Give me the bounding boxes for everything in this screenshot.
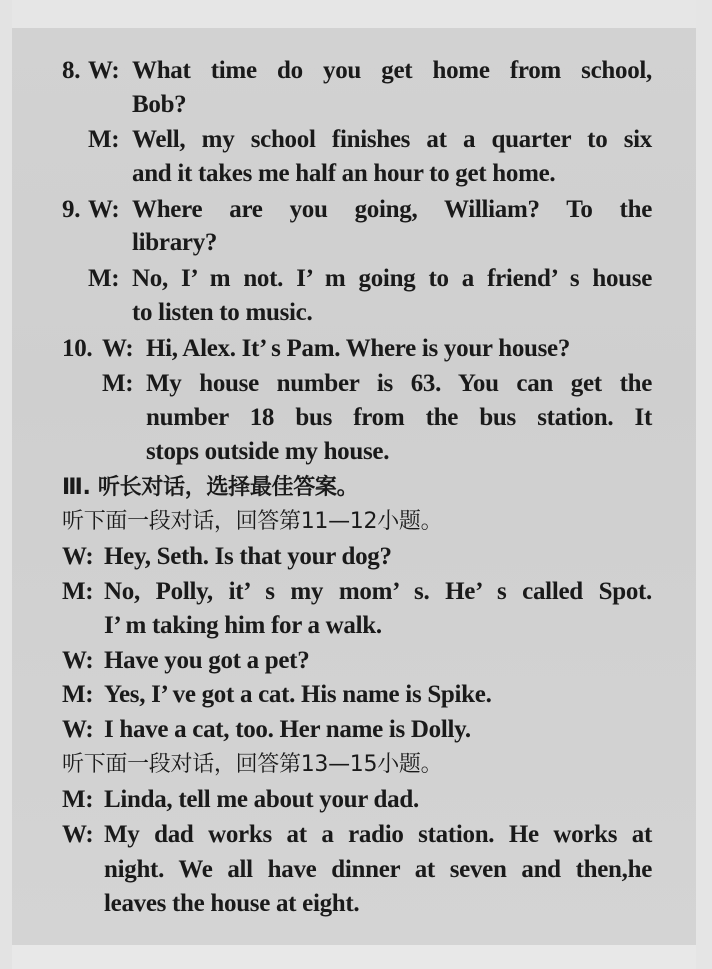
dialogue-10-m-line-1: My house number is 63. You can get the <box>146 370 652 397</box>
dialogue-10-number: 10. <box>62 335 93 362</box>
dialogue-8-m-line-1: Well, my school finishes at a quarter to six <box>132 126 652 153</box>
conv1-line-2-continued: I’ m taking him for a walk. <box>104 612 382 639</box>
conv2-line-2-continued: night. We all have dinner at seven and then,he <box>104 856 652 883</box>
dialogue-8-w-line-1: What time do you get home from school, <box>132 57 652 84</box>
conv1-line-4-label: M: <box>62 681 94 708</box>
conv1-line-4-text: Yes, I’ ve got a cat. His name is Spike. <box>104 681 492 708</box>
conv2-line-1-label: M: <box>62 786 94 813</box>
dialogue-8-m-line-2: and it takes me half an hour to get home. <box>132 160 556 187</box>
dialogue-9-w-line-1: Where are you going, William? To the <box>132 196 652 223</box>
dialogue-9-m-line-2: to listen to music. <box>132 299 313 326</box>
conv1-line-5-text: I have a cat, too. Her name is Dolly. <box>104 716 471 743</box>
conv1-line-2-label: M: <box>62 578 94 605</box>
dialogue-9-w-label: W: <box>88 196 120 223</box>
conv2-line-1-text: Linda, tell me about your dad. <box>104 786 419 813</box>
conv2-line-2-label: W: <box>62 821 94 848</box>
conv1-line-1-text: Hey, Seth. Is that your dog? <box>104 543 392 570</box>
dialogue-10-m-line-2: number 18 bus from the bus station. It <box>146 404 652 431</box>
conv1-line-3-label: W: <box>62 647 94 674</box>
conv1-line-3-text: Have you got a pet? <box>104 647 310 674</box>
section-3-intro-2: 听下面一段对话，回答第13—15小题。 <box>62 752 443 777</box>
conv1-line-2-text: No, Polly, it’ s my mom’ s. He’ s called Spot. <box>104 578 652 605</box>
section-3-intro-1: 听下面一段对话，回答第11—12小题。 <box>62 509 443 534</box>
dialogue-10-m-label: M: <box>102 370 134 397</box>
dialogue-8-number: 8. <box>62 57 81 84</box>
dialogue-9-m-label: M: <box>88 265 120 292</box>
dialogue-8-w-line-2: Bob? <box>132 91 187 118</box>
conv2-line-2-continued-2: leaves the house at eight. <box>104 890 360 917</box>
dialogue-9-number: 9. <box>62 196 81 223</box>
dialogue-9-m-line-1: No, I’ m not. I’ m going to a friend’ s house <box>132 265 652 292</box>
dialogue-10-m-line-3: stops outside my house. <box>146 438 390 465</box>
conv2-line-2-text: My dad works at a radio station. He works at <box>104 821 652 848</box>
dialogue-10-w-line-1: Hi, Alex. It’ s Pam. Where is your house? <box>146 335 571 362</box>
dialogue-9-w-line-2: library? <box>132 229 218 256</box>
section-3-heading: Ⅲ. 听长对话，选择最佳答案。 <box>62 475 359 500</box>
dialogue-8-m-label: M: <box>88 126 120 153</box>
conv1-line-1-label: W: <box>62 543 94 570</box>
dialogue-8-w-label: W: <box>88 57 120 84</box>
conv1-line-5-label: W: <box>62 716 94 743</box>
dialogue-10-w-label: W: <box>102 335 134 362</box>
